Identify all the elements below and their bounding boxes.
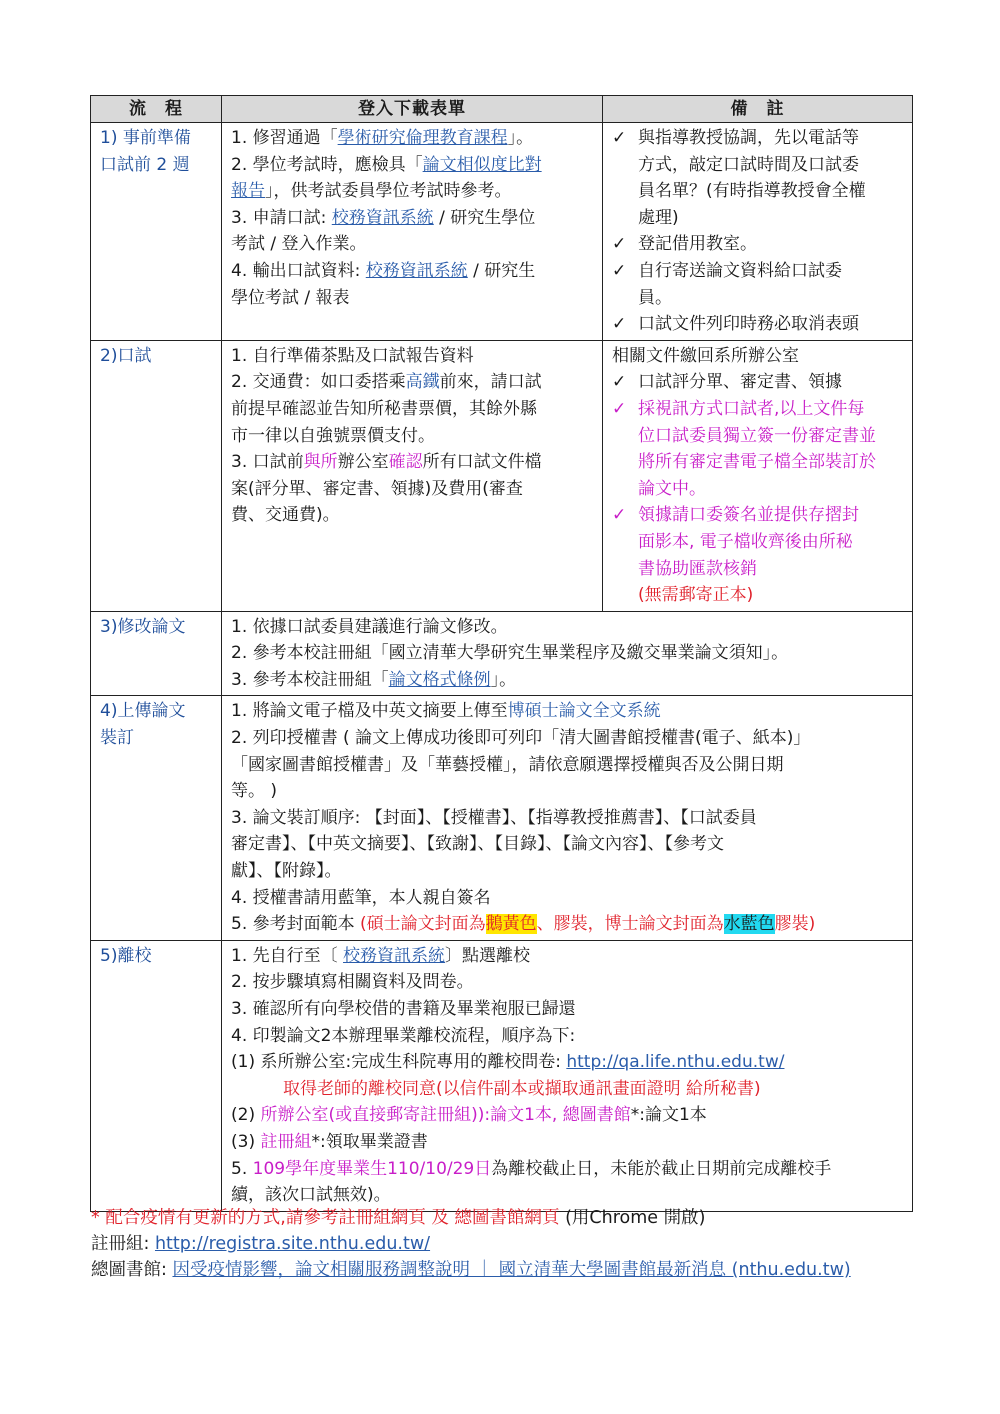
list-item: 1. 將論文電子檔及中英文摘要上傳至博碩士論文全文系統 — [231, 701, 661, 722]
list-item: 市一律以自強號票價支付。 — [231, 425, 435, 446]
list-item: 審定書】、【中英文摘要】、【致謝】、【目錄】、【論文內容】、【參考文 — [231, 834, 724, 855]
list-item: 續，該次口試無效)。 — [231, 1185, 391, 1206]
list-item: 4. 輸出口試資料: 校務資訊系統 / 研究生 — [231, 260, 536, 281]
list-item: 4. 印製論文2本辦理畢業離校流程，順序為下: — [231, 1025, 576, 1046]
list-item: 前提早確認並告知所秘書票價，其餘外縣 — [231, 398, 537, 419]
list-item: 案(評分單、審定書、領據)及費用(審查 — [231, 478, 523, 499]
check-icon: ✓ — [612, 314, 627, 335]
check-item: ✓ 與指導教授協調，先以電話等 方式，敲定口試時間及口試委 員名單？(有時指導教授會全權 處理) — [612, 125, 908, 231]
list-item: 1. 先自行至〔 校務資訊系統〕點選離校 — [231, 945, 531, 966]
list-item: 1. 自行準備茶點及口試報告資料 — [231, 345, 474, 366]
library-line: 總圖書館: 因受疫情影響，論文相關服務調整說明 ｜ 國立清華大學圖書館最新消息 (nthu.edu.tw) — [91, 1260, 851, 1280]
list-item: 5. 參考封面範本 (碩士論文封面為鵝黃色、膠裝，博士論文封面為水藍色膠裝) — [231, 914, 816, 935]
check-item: ✓ 口試評分單、審定書、領據 — [612, 369, 908, 396]
step-sublabel: 口試前 2 週 — [100, 154, 190, 175]
check-item: ✓ 採視訊方式口試者,以上文件每 位口試委員獨立簽一份審定書並 將所有審定書電子檔全部裝訂於 論文中。 — [612, 396, 908, 502]
list-item: 1. 依據口試委員建議進行論文修改。 — [231, 616, 508, 637]
check-item: ✓ 自行寄送論文資料給口試委 員。 — [612, 258, 908, 311]
check-icon: ✓ — [612, 372, 627, 393]
list-item: 考試 / 登入作業。 — [231, 234, 367, 255]
table-row — [91, 123, 913, 341]
list-item: 等。 ) — [231, 781, 278, 802]
list-item: 3. 口試前與所辦公室確認所有口試文件檔 — [231, 452, 542, 473]
check-icon: ✓ — [612, 505, 627, 526]
list-item: 取得老師的離校同意(以信件副本或擷取通訊畫面證明 給所秘書) — [283, 1078, 761, 1099]
thesis-format-link[interactable]: 論文格式條例 — [388, 669, 491, 690]
list-item: (3) 註冊組*:領取畢業證書 — [231, 1131, 428, 1152]
content-cell — [222, 940, 913, 1211]
ethics-course-link[interactable]: 學術研究倫理教育課程 — [337, 128, 508, 148]
similarity-report-link[interactable]: 論文相似度比對 — [422, 154, 542, 175]
thesis-system-link[interactable]: 博碩士論文全文系統 — [507, 701, 661, 722]
list-item: 2. 交通費：如口委搭乘高鐵前來，請口試 — [231, 372, 542, 393]
table-row — [91, 940, 913, 1211]
list-item: 4. 授權書請用藍筆，本人親自簽名 — [231, 887, 491, 908]
registrar-link[interactable]: http://registra.site.nthu.edu.tw/ — [154, 1234, 431, 1254]
check-icon: ✓ — [612, 398, 627, 419]
list-item: 2. 參考本校註冊組「國立清華大學研究生畢業程序及繳交畢業論文須知」。 — [231, 643, 789, 664]
table-header-row — [91, 96, 913, 123]
list-item: 3. 參考本校註冊組「論文格式條例」。 — [231, 669, 517, 690]
forms-cell — [222, 340, 603, 611]
header-forms: 登入下載表單 — [222, 96, 603, 123]
step-label: 2)口試 — [100, 345, 152, 366]
content-cell — [222, 696, 913, 940]
check-item: ✓ 領據請口委簽名並提供存摺封 面影本, 電子檔收齊後由所秘 書協助匯款核銷 (無需郵寄正本) — [612, 502, 908, 608]
step-label: 4)上傳論文 — [100, 701, 186, 722]
footer-notes — [91, 1205, 971, 1283]
list-item: 費、交通費)。 — [231, 505, 340, 526]
step-cell — [91, 611, 222, 696]
process-table — [90, 95, 913, 1212]
notes-cell — [603, 340, 913, 611]
step-label: 3)修改論文 — [100, 616, 186, 637]
table-row — [91, 611, 913, 696]
step-cell — [91, 696, 222, 940]
check-icon: ✓ — [612, 260, 627, 281]
step-label: 5)離校 — [100, 945, 152, 966]
registrar-line: 註冊組: http://registra.site.nthu.edu.tw/ — [91, 1234, 431, 1254]
list-item: (2) 所辦公室(或直接郵寄註冊組)):論文1本, 總圖書館*:論文1本 — [231, 1105, 707, 1126]
notes-heading: 相關文件繳回系所辦公室 — [612, 345, 799, 366]
list-item: 3. 論文裝訂順序: 【封面】、【授權書】、【指導教授推薦書】、【口試委員 — [231, 807, 757, 828]
check-item: ✓ 登記借用教室。 — [612, 231, 908, 258]
table-row — [91, 340, 913, 611]
check-icon: ✓ — [612, 234, 627, 255]
list-item: 獻】、【附錄】。 — [231, 861, 342, 882]
list-item: 「國家圖書館授權書」及「華藝授權」，請依意願選擇授權與否及公開日期 — [231, 754, 784, 775]
step-sublabel: 裝訂 — [100, 728, 134, 749]
list-item: 3. 申請口試: 校務資訊系統 / 研究生學位 — [231, 207, 536, 228]
list-item: 5. 109學年度畢業生110/10/29日為離校截止日，未能於截止日期前完成離校手 — [231, 1158, 832, 1179]
list-item: 學位考試 / 報表 — [231, 287, 350, 308]
yellow-highlight: 鵝黃色 — [485, 914, 537, 935]
list-item: 2. 列印授權書 ( 論文上傳成功後即可列印「清大圖書館授權書(電子、紙本)」 — [231, 728, 811, 749]
cyan-highlight: 水藍色 — [723, 914, 775, 935]
forms-cell — [222, 123, 603, 341]
header-notes: 備 註 — [603, 96, 913, 123]
list-item: 2. 學位考試時，應檢具「論文相似度比對 — [231, 154, 542, 175]
epidemic-note: * 配合疫情有更新的方式,請參考註冊組網頁 及 總圖書館網頁 (用Chrome 開啟) — [91, 1208, 706, 1228]
step-label: 1) 事前準備 — [100, 128, 191, 148]
campus-system-link[interactable]: 校務資訊系統 — [365, 260, 468, 281]
step-cell — [91, 340, 222, 611]
check-item: ✓ 口試文件列印時務必取消表頭 — [612, 311, 908, 338]
step-cell — [91, 123, 222, 341]
notes-cell — [603, 123, 913, 341]
similarity-report-link-cont[interactable]: 報告 — [231, 181, 265, 202]
content-cell — [222, 611, 913, 696]
library-link[interactable]: 因受疫情影響，論文相關服務調整說明 ｜ 國立清華大學圖書館最新消息 (nthu.edu.tw) — [172, 1260, 851, 1280]
table-row — [91, 696, 913, 940]
header-process: 流 程 — [91, 96, 222, 123]
campus-system-link[interactable]: 校務資訊系統 — [343, 945, 446, 966]
list-item: 2. 按步驟填寫相關資料及問卷。 — [231, 972, 474, 993]
survey-link[interactable]: http://qa.life.nthu.edu.tw/ — [566, 1052, 785, 1073]
list-item: 報告」，供考試委員學位考試時參考。 — [231, 181, 512, 202]
campus-system-link[interactable]: 校務資訊系統 — [331, 207, 434, 228]
step-cell — [91, 940, 222, 1211]
list-item: 3. 確認所有向學校借的書籍及畢業袍服已歸還 — [231, 999, 576, 1019]
list-item: (1) 系所辦公室:完成生科院專用的離校問卷: http://qa.life.nthu.edu.tw/ — [231, 1052, 785, 1073]
check-icon: ✓ — [612, 128, 627, 148]
list-item: 1. 修習通過「學術研究倫理教育課程」。 — [231, 128, 534, 148]
